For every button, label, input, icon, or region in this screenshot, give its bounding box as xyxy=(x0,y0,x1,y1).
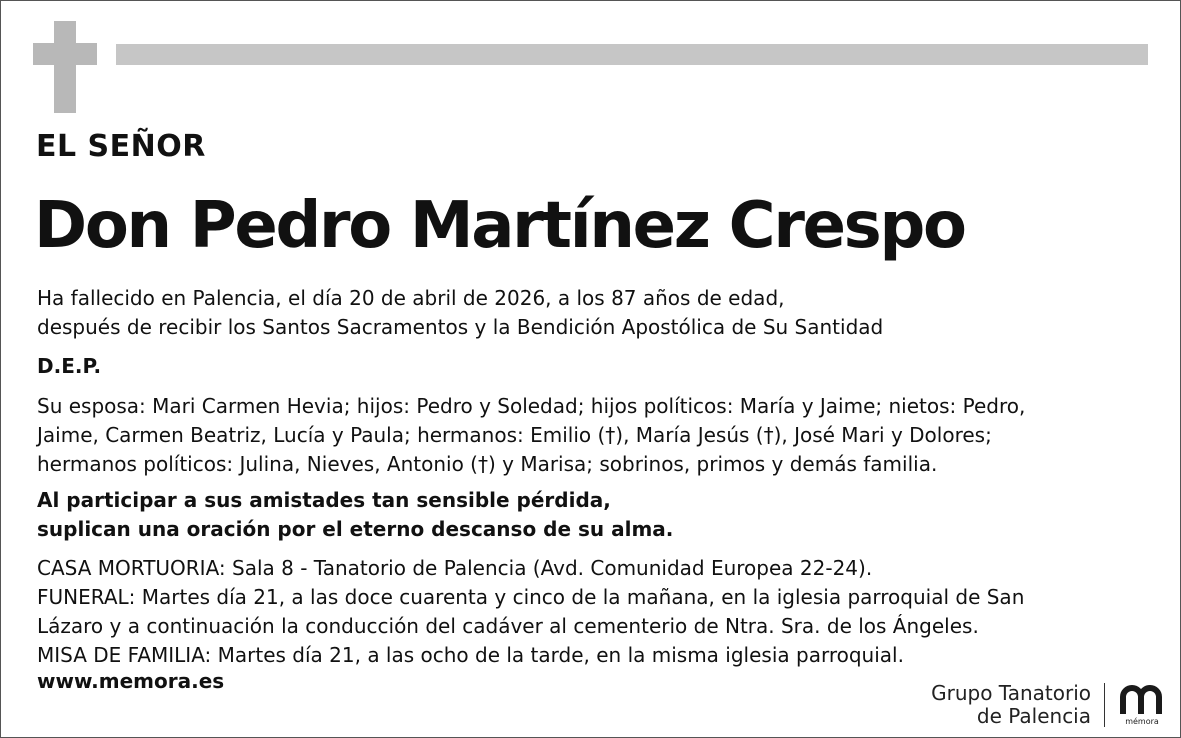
company-logo xyxy=(931,682,1167,728)
company-name-line: de Palencia xyxy=(976,704,1091,728)
family-line: Jaime, Carmen Beatriz, Lucía y Paula; hermanos: Emilio (†), María Jesús (†), José Mari y Dolores; xyxy=(37,423,992,447)
intro-paragraph xyxy=(37,284,883,342)
header-bar xyxy=(116,44,1148,65)
closing-line: Al participar a sus amistades tan sensible pérdida, xyxy=(37,488,611,512)
services-line: FUNERAL: Martes día 21, a las doce cuarenta y cinco de la mañana, en la iglesia parroquial de San xyxy=(37,585,1025,609)
company-name-line: Grupo Tanatorio xyxy=(931,681,1091,705)
family-line: Su esposa: Mari Carmen Hevia; hijos: Pedro y Soledad; hijos políticos: María y Jaime; nietos: Pedro, xyxy=(37,394,1026,418)
deceased-name: Don Pedro Martínez Crespo xyxy=(34,189,965,263)
cross-icon xyxy=(54,21,76,113)
logo-divider xyxy=(1104,683,1105,727)
brand-mark xyxy=(1117,685,1167,726)
intro-line: Ha fallecido en Palencia, el día 20 de abril de 2026, a los 87 años de edad, xyxy=(37,286,785,310)
title-prefix: EL SEÑOR xyxy=(36,129,206,164)
cross-icon-arm xyxy=(33,43,97,65)
intro-line: después de recibir los Santos Sacramentos y la Bendición Apostólica de Su Santidad xyxy=(37,315,884,339)
closing-line: suplican una oración por el eterno descanso de su alma. xyxy=(37,517,674,541)
company-name xyxy=(931,682,1091,728)
dep-label: D.E.P. xyxy=(37,354,102,378)
brand-word: mémora xyxy=(1125,716,1159,726)
services-line: CASA MORTUORIA: Sala 8 - Tanatorio de Palencia (Avd. Comunidad Europea 22-24). xyxy=(37,556,873,580)
services-line: Lázaro y a continuación la conducción del cadáver al cementerio de Ntra. Sra. de los Ángeles. xyxy=(37,614,979,638)
family-paragraph xyxy=(37,392,1025,479)
closing-paragraph xyxy=(37,486,673,544)
memora-m-logo-icon xyxy=(1120,685,1164,715)
services-line: MISA DE FAMILIA: Martes día 21, a las ocho de la tarde, en la misma iglesia parroquial. xyxy=(37,643,904,667)
website-link[interactable]: www.memora.es xyxy=(37,669,225,693)
services-paragraph xyxy=(37,554,1024,670)
family-line: hermanos políticos: Julina, Nieves, Antonio (†) y Marisa; sobrinos, primos y demás familia. xyxy=(37,452,938,476)
